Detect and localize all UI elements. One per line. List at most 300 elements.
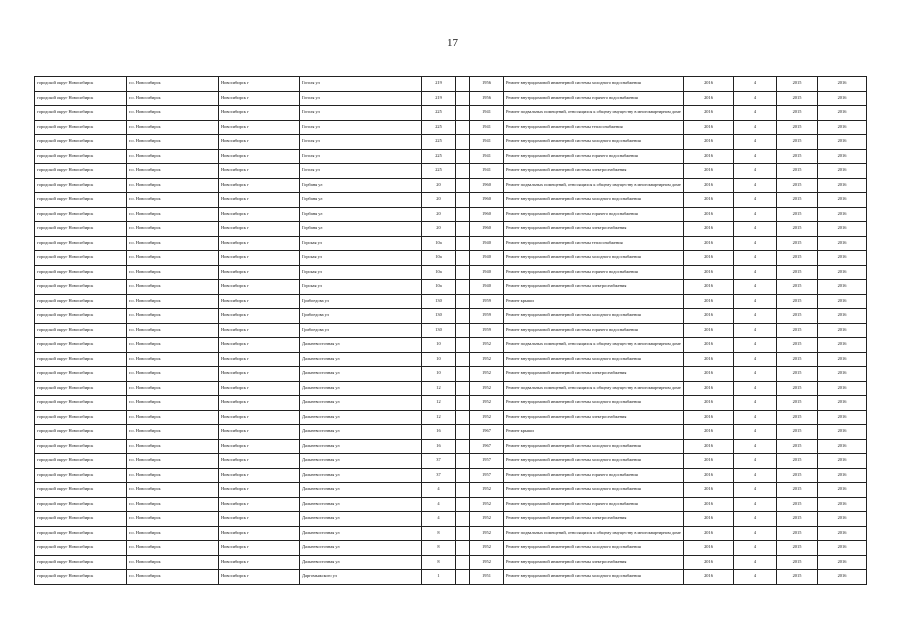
cell-built-year: 1952	[470, 396, 504, 411]
cell-work-type: Ремонт внутридомовой инженерной системы электроснабжения	[504, 280, 684, 295]
cell-work-type: Ремонт крыши	[504, 425, 684, 440]
cell-district: г.о. Новосибирск	[127, 309, 219, 324]
cell-street: Дальневосточная ул	[300, 497, 422, 512]
cell-work-type: Ремонт подвальных помещений, относящихся к общему имуществу в многоквартирном доме	[504, 178, 684, 193]
cell-city: Новосибирск г	[219, 294, 300, 309]
cell-start-year: 2015	[777, 106, 818, 121]
cell-work-type: Ремонт внутридомовой инженерной системы горячего водоснабжения	[504, 91, 684, 106]
cell-stage: 4	[734, 352, 777, 367]
cell-city: Новосибирск г	[219, 367, 300, 382]
cell-municipality: городской округ Новосибирск	[35, 265, 127, 280]
cell-work-type: Ремонт внутридомовой инженерной системы горячего водоснабжения	[504, 468, 684, 483]
table-row	[35, 77, 867, 92]
cell-city: Новосибирск г	[219, 352, 300, 367]
cell-work-type: Ремонт внутридомовой инженерной системы горячего водоснабжения	[504, 323, 684, 338]
cell-district: г.о. Новосибирск	[127, 367, 219, 382]
cell-work-type: Ремонт внутридомовой инженерной системы горячего водоснабжения	[504, 149, 684, 164]
cell-stage: 4	[734, 207, 777, 222]
cell-house: 219	[422, 91, 456, 106]
table-row	[35, 149, 867, 164]
table-row	[35, 454, 867, 469]
cell-house: 20	[422, 222, 456, 237]
cell-built-year: 1959	[470, 294, 504, 309]
cell-plan-year: 2016	[684, 236, 734, 251]
cell-district: г.о. Новосибирск	[127, 555, 219, 570]
cell-city: Новосибирск г	[219, 454, 300, 469]
cell-district: г.о. Новосибирск	[127, 193, 219, 208]
cell-end-year: 2016	[818, 454, 867, 469]
cell-house: 219	[422, 77, 456, 92]
cell-district: г.о. Новосибирск	[127, 483, 219, 498]
cell-plan-year: 2016	[684, 265, 734, 280]
cell-district: г.о. Новосибирск	[127, 149, 219, 164]
cell-house: 10	[422, 352, 456, 367]
cell-city: Новосибирск г	[219, 77, 300, 92]
cell-street: Гоголя ул	[300, 91, 422, 106]
table-row	[35, 265, 867, 280]
cell-district: г.о. Новосибирск	[127, 497, 219, 512]
cell-municipality: городской округ Новосибирск	[35, 149, 127, 164]
cell-municipality: городской округ Новосибирск	[35, 497, 127, 512]
cell-city: Новосибирск г	[219, 541, 300, 556]
cell-plan-year: 2016	[684, 468, 734, 483]
cell-built-year: 1952	[470, 512, 504, 527]
cell-district: г.о. Новосибирск	[127, 541, 219, 556]
cell-start-year: 2015	[777, 526, 818, 541]
cell-house: 12	[422, 396, 456, 411]
cell-built-year: 1967	[470, 439, 504, 454]
cell-plan-year: 2016	[684, 410, 734, 425]
cell-end-year: 2016	[818, 396, 867, 411]
table-row	[35, 483, 867, 498]
cell-street: Грибоедова ул	[300, 294, 422, 309]
cell-empty	[456, 338, 470, 353]
cell-municipality: городской округ Новосибирск	[35, 526, 127, 541]
cell-district: г.о. Новосибирск	[127, 294, 219, 309]
cell-built-year: 1952	[470, 367, 504, 382]
cell-street: Дальневосточная ул	[300, 555, 422, 570]
cell-city: Новосибирск г	[219, 178, 300, 193]
table-body	[35, 77, 867, 585]
cell-start-year: 2015	[777, 367, 818, 382]
cell-street: Дальневосточная ул	[300, 410, 422, 425]
cell-street: Горская ул	[300, 280, 422, 295]
cell-street: Горбаня ул	[300, 207, 422, 222]
cell-work-type: Ремонт внутридомовой инженерной системы электроснабжения	[504, 555, 684, 570]
cell-empty	[456, 323, 470, 338]
cell-end-year: 2016	[818, 309, 867, 324]
cell-municipality: городской округ Новосибирск	[35, 541, 127, 556]
cell-street: Гоголя ул	[300, 149, 422, 164]
cell-empty	[456, 120, 470, 135]
cell-end-year: 2016	[818, 526, 867, 541]
cell-stage: 4	[734, 367, 777, 382]
cell-work-type: Ремонт подвальных помещений, относящихся к общему имуществу в многоквартирном доме	[504, 106, 684, 121]
table-row	[35, 91, 867, 106]
cell-district: г.о. Новосибирск	[127, 106, 219, 121]
table-row	[35, 280, 867, 295]
cell-stage: 4	[734, 265, 777, 280]
cell-house: 130	[422, 294, 456, 309]
cell-plan-year: 2016	[684, 106, 734, 121]
cell-end-year: 2016	[818, 367, 867, 382]
cell-municipality: городской округ Новосибирск	[35, 135, 127, 150]
cell-start-year: 2015	[777, 396, 818, 411]
cell-city: Новосибирск г	[219, 149, 300, 164]
cell-stage: 4	[734, 526, 777, 541]
cell-city: Новосибирск г	[219, 396, 300, 411]
cell-municipality: городской округ Новосибирск	[35, 294, 127, 309]
cell-house: 37	[422, 454, 456, 469]
cell-house: 20	[422, 178, 456, 193]
cell-district: г.о. Новосибирск	[127, 512, 219, 527]
cell-work-type: Ремонт внутридомовой инженерной системы холодного водоснабжения	[504, 541, 684, 556]
cell-city: Новосибирск г	[219, 164, 300, 179]
cell-work-type: Ремонт внутридомовой инженерной системы горячего водоснабжения	[504, 497, 684, 512]
cell-work-type: Ремонт внутридомовой инженерной системы холодного водоснабжения	[504, 454, 684, 469]
cell-district: г.о. Новосибирск	[127, 251, 219, 266]
cell-district: г.о. Новосибирск	[127, 468, 219, 483]
cell-built-year: 1957	[470, 454, 504, 469]
cell-end-year: 2016	[818, 381, 867, 396]
cell-start-year: 2015	[777, 497, 818, 512]
cell-end-year: 2016	[818, 193, 867, 208]
cell-district: г.о. Новосибирск	[127, 381, 219, 396]
cell-start-year: 2015	[777, 149, 818, 164]
cell-end-year: 2016	[818, 91, 867, 106]
cell-district: г.о. Новосибирск	[127, 352, 219, 367]
cell-plan-year: 2016	[684, 497, 734, 512]
cell-start-year: 2015	[777, 207, 818, 222]
cell-district: г.о. Новосибирск	[127, 77, 219, 92]
cell-district: г.о. Новосибирск	[127, 120, 219, 135]
cell-district: г.о. Новосибирск	[127, 265, 219, 280]
cell-start-year: 2015	[777, 77, 818, 92]
cell-built-year: 1941	[470, 120, 504, 135]
cell-stage: 4	[734, 555, 777, 570]
cell-empty	[456, 149, 470, 164]
cell-empty	[456, 77, 470, 92]
cell-city: Новосибирск г	[219, 106, 300, 121]
cell-municipality: городской округ Новосибирск	[35, 106, 127, 121]
cell-house: 20	[422, 193, 456, 208]
cell-built-year: 1952	[470, 541, 504, 556]
cell-plan-year: 2016	[684, 91, 734, 106]
cell-municipality: городской округ Новосибирск	[35, 251, 127, 266]
cell-city: Новосибирск г	[219, 338, 300, 353]
cell-empty	[456, 396, 470, 411]
cell-plan-year: 2016	[684, 338, 734, 353]
cell-empty	[456, 454, 470, 469]
cell-work-type: Ремонт внутридомовой инженерной системы холодного водоснабжения	[504, 309, 684, 324]
cell-work-type: Ремонт крыши	[504, 294, 684, 309]
cell-start-year: 2015	[777, 251, 818, 266]
cell-stage: 4	[734, 149, 777, 164]
cell-built-year: 1952	[470, 483, 504, 498]
cell-work-type: Ремонт внутридомовой инженерной системы горячего водоснабжения	[504, 265, 684, 280]
cell-stage: 4	[734, 280, 777, 295]
cell-municipality: городской округ Новосибирск	[35, 120, 127, 135]
cell-municipality: городской округ Новосибирск	[35, 236, 127, 251]
cell-start-year: 2015	[777, 352, 818, 367]
cell-city: Новосибирск г	[219, 236, 300, 251]
cell-start-year: 2015	[777, 425, 818, 440]
cell-work-type: Ремонт подвальных помещений, относящихся к общему имуществу в многоквартирном доме	[504, 381, 684, 396]
cell-work-type: Ремонт внутридомовой инженерной системы холодного водоснабжения	[504, 439, 684, 454]
cell-street: Гоголя ул	[300, 135, 422, 150]
cell-empty	[456, 526, 470, 541]
cell-plan-year: 2016	[684, 149, 734, 164]
cell-plan-year: 2016	[684, 396, 734, 411]
cell-municipality: городской округ Новосибирск	[35, 77, 127, 92]
cell-house: 4	[422, 512, 456, 527]
cell-house: 10а	[422, 251, 456, 266]
cell-street: Горская ул	[300, 251, 422, 266]
cell-city: Новосибирск г	[219, 526, 300, 541]
cell-street: Дальневосточная ул	[300, 439, 422, 454]
cell-end-year: 2016	[818, 294, 867, 309]
cell-end-year: 2016	[818, 120, 867, 135]
cell-end-year: 2016	[818, 410, 867, 425]
cell-built-year: 1960	[470, 207, 504, 222]
cell-municipality: городской округ Новосибирск	[35, 91, 127, 106]
cell-work-type: Ремонт внутридомовой инженерной системы холодного водоснабжения	[504, 570, 684, 585]
cell-plan-year: 2016	[684, 425, 734, 440]
cell-house: 130	[422, 323, 456, 338]
cell-street: Горская ул	[300, 265, 422, 280]
cell-stage: 4	[734, 135, 777, 150]
cell-street: Дальневосточная ул	[300, 352, 422, 367]
cell-house: 225	[422, 120, 456, 135]
cell-work-type: Ремонт внутридомовой инженерной системы холодного водоснабжения	[504, 483, 684, 498]
cell-start-year: 2015	[777, 410, 818, 425]
cell-end-year: 2016	[818, 338, 867, 353]
cell-built-year: 1956	[470, 77, 504, 92]
cell-end-year: 2016	[818, 323, 867, 338]
cell-municipality: городской округ Новосибирск	[35, 193, 127, 208]
cell-work-type: Ремонт внутридомовой инженерной системы холодного водоснабжения	[504, 77, 684, 92]
table-row	[35, 178, 867, 193]
cell-stage: 4	[734, 251, 777, 266]
cell-house: 37	[422, 468, 456, 483]
cell-stage: 4	[734, 236, 777, 251]
cell-end-year: 2016	[818, 512, 867, 527]
cell-work-type: Ремонт внутридомовой инженерной системы холодного водоснабжения	[504, 135, 684, 150]
cell-plan-year: 2016	[684, 294, 734, 309]
cell-start-year: 2015	[777, 193, 818, 208]
cell-street: Гоголя ул	[300, 164, 422, 179]
cell-start-year: 2015	[777, 280, 818, 295]
cell-empty	[456, 164, 470, 179]
table-row	[35, 207, 867, 222]
cell-stage: 4	[734, 396, 777, 411]
cell-street: Дальневосточная ул	[300, 425, 422, 440]
cell-end-year: 2016	[818, 164, 867, 179]
cell-work-type: Ремонт внутридомовой инженерной системы электроснабжения	[504, 512, 684, 527]
cell-built-year: 1952	[470, 381, 504, 396]
cell-stage: 4	[734, 120, 777, 135]
cell-work-type: Ремонт внутридомовой инженерной системы холодного водоснабжения	[504, 352, 684, 367]
cell-plan-year: 2016	[684, 352, 734, 367]
cell-stage: 4	[734, 309, 777, 324]
cell-house: 10а	[422, 280, 456, 295]
cell-street: Гоголя ул	[300, 77, 422, 92]
cell-municipality: городской округ Новосибирск	[35, 555, 127, 570]
cell-city: Новосибирск г	[219, 251, 300, 266]
cell-plan-year: 2016	[684, 309, 734, 324]
cell-built-year: 1951	[470, 570, 504, 585]
cell-plan-year: 2016	[684, 135, 734, 150]
table-row	[35, 135, 867, 150]
cell-municipality: городской округ Новосибирск	[35, 164, 127, 179]
table-row	[35, 352, 867, 367]
table-row	[35, 410, 867, 425]
cell-end-year: 2016	[818, 555, 867, 570]
cell-municipality: городской округ Новосибирск	[35, 483, 127, 498]
cell-built-year: 1952	[470, 352, 504, 367]
cell-house: 10а	[422, 236, 456, 251]
cell-street: Дальневосточная ул	[300, 367, 422, 382]
cell-stage: 4	[734, 497, 777, 512]
cell-house: 4	[422, 497, 456, 512]
cell-start-year: 2015	[777, 454, 818, 469]
cell-municipality: городской округ Новосибирск	[35, 280, 127, 295]
cell-start-year: 2015	[777, 483, 818, 498]
cell-city: Новосибирск г	[219, 280, 300, 295]
cell-end-year: 2016	[818, 178, 867, 193]
cell-start-year: 2015	[777, 236, 818, 251]
cell-start-year: 2015	[777, 541, 818, 556]
cell-plan-year: 2016	[684, 222, 734, 237]
cell-district: г.о. Новосибирск	[127, 280, 219, 295]
cell-empty	[456, 541, 470, 556]
cell-end-year: 2016	[818, 265, 867, 280]
cell-city: Новосибирск г	[219, 120, 300, 135]
cell-built-year: 1967	[470, 425, 504, 440]
cell-empty	[456, 91, 470, 106]
page-number: 17	[447, 37, 458, 49]
cell-street: Гоголя ул	[300, 120, 422, 135]
cell-end-year: 2016	[818, 352, 867, 367]
cell-start-year: 2015	[777, 570, 818, 585]
cell-street: Горбаня ул	[300, 178, 422, 193]
cell-stage: 4	[734, 106, 777, 121]
cell-start-year: 2015	[777, 135, 818, 150]
cell-built-year: 1952	[470, 526, 504, 541]
table-row	[35, 323, 867, 338]
cell-end-year: 2016	[818, 468, 867, 483]
cell-built-year: 1941	[470, 149, 504, 164]
cell-empty	[456, 294, 470, 309]
cell-house: 10а	[422, 265, 456, 280]
table-row	[35, 541, 867, 556]
table-row	[35, 251, 867, 266]
cell-municipality: городской округ Новосибирск	[35, 454, 127, 469]
cell-plan-year: 2016	[684, 367, 734, 382]
cell-house: 20	[422, 207, 456, 222]
cell-municipality: городской округ Новосибирск	[35, 352, 127, 367]
cell-empty	[456, 468, 470, 483]
cell-municipality: городской округ Новосибирск	[35, 367, 127, 382]
table-row	[35, 570, 867, 585]
cell-empty	[456, 497, 470, 512]
cell-built-year: 1960	[470, 178, 504, 193]
cell-end-year: 2016	[818, 483, 867, 498]
cell-city: Новосибирск г	[219, 309, 300, 324]
cell-house: 16	[422, 425, 456, 440]
cell-street: Дальневосточная ул	[300, 512, 422, 527]
cell-district: г.о. Новосибирск	[127, 164, 219, 179]
table-row	[35, 367, 867, 382]
table-row	[35, 526, 867, 541]
cell-stage: 4	[734, 425, 777, 440]
cell-start-year: 2015	[777, 222, 818, 237]
cell-work-type: Ремонт внутридомовой инженерной системы электроснабжения	[504, 222, 684, 237]
table-row	[35, 468, 867, 483]
cell-start-year: 2015	[777, 178, 818, 193]
cell-street: Горбаня ул	[300, 193, 422, 208]
cell-plan-year: 2016	[684, 555, 734, 570]
cell-street: Дальневосточная ул	[300, 468, 422, 483]
cell-house: 4	[422, 483, 456, 498]
cell-empty	[456, 483, 470, 498]
cell-city: Новосибирск г	[219, 570, 300, 585]
cell-stage: 4	[734, 338, 777, 353]
cell-municipality: городской округ Новосибирск	[35, 425, 127, 440]
cell-stage: 4	[734, 570, 777, 585]
cell-built-year: 1941	[470, 106, 504, 121]
table-row	[35, 309, 867, 324]
cell-municipality: городской округ Новосибирск	[35, 570, 127, 585]
cell-stage: 4	[734, 323, 777, 338]
cell-stage: 4	[734, 454, 777, 469]
cell-city: Новосибирск г	[219, 265, 300, 280]
cell-plan-year: 2016	[684, 280, 734, 295]
cell-start-year: 2015	[777, 309, 818, 324]
cell-plan-year: 2016	[684, 512, 734, 527]
cell-plan-year: 2016	[684, 570, 734, 585]
cell-end-year: 2016	[818, 149, 867, 164]
cell-municipality: городской округ Новосибирск	[35, 178, 127, 193]
cell-district: г.о. Новосибирск	[127, 236, 219, 251]
cell-municipality: городской округ Новосибирск	[35, 381, 127, 396]
cell-empty	[456, 425, 470, 440]
cell-municipality: городской округ Новосибирск	[35, 338, 127, 353]
cell-stage: 4	[734, 483, 777, 498]
table-row	[35, 396, 867, 411]
cell-empty	[456, 207, 470, 222]
cell-house: 10	[422, 338, 456, 353]
cell-empty	[456, 410, 470, 425]
table-row	[35, 294, 867, 309]
cell-house: 225	[422, 149, 456, 164]
cell-built-year: 1952	[470, 555, 504, 570]
cell-house: 12	[422, 410, 456, 425]
cell-work-type: Ремонт внутридомовой инженерной системы теплоснабжения	[504, 120, 684, 135]
cell-plan-year: 2016	[684, 439, 734, 454]
cell-district: г.о. Новосибирск	[127, 323, 219, 338]
cell-plan-year: 2016	[684, 207, 734, 222]
cell-plan-year: 2016	[684, 483, 734, 498]
cell-end-year: 2016	[818, 135, 867, 150]
cell-street: Дальневосточная ул	[300, 483, 422, 498]
cell-end-year: 2016	[818, 222, 867, 237]
cell-stage: 4	[734, 439, 777, 454]
cell-street: Дальневосточная ул	[300, 541, 422, 556]
cell-plan-year: 2016	[684, 381, 734, 396]
cell-district: г.о. Новосибирск	[127, 207, 219, 222]
cell-stage: 4	[734, 222, 777, 237]
